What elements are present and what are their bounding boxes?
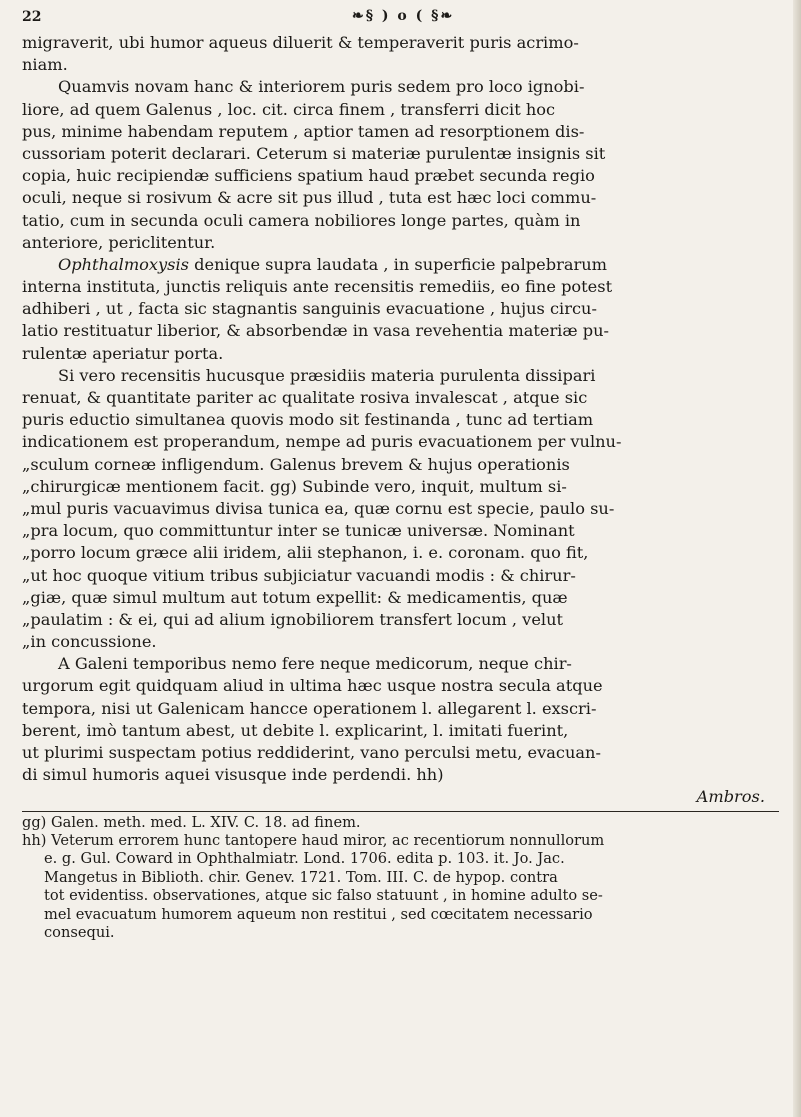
- header-ornament: ❧§ ) o ( §❧: [352, 8, 455, 24]
- text-line: adhiberi , ut , facta sic stagnantis sanguinis evacuatione , hujus circu-: [22, 299, 597, 319]
- text-line: berent, imò tantum abest, ut debite l. explicarint, l. imitati fuerint,: [22, 720, 569, 740]
- italic-term: Ophthalmoxysis: [58, 254, 189, 274]
- text-line: copia, huic recipiendæ sufficiens spatium haud præbet secunda regio: [22, 166, 595, 186]
- text-line: „giæ, quæ simul multum aut totum expellit: & medicamentis, quæ: [22, 587, 568, 607]
- text-line: A Galeni temporibus nemo fere neque medicorum, neque chir-: [58, 654, 572, 674]
- text-line: Quamvis novam hanc & interiorem puris sedem pro loco ignobi-: [58, 77, 585, 97]
- text-line: „mul puris vacuavimus divisa tunica ea, quæ cornu est specie, paulo su-: [22, 498, 615, 518]
- text-line: „sculum corneæ infligendum. Galenus brevem & hujus operationis: [22, 454, 570, 474]
- footnote-rule: [22, 811, 779, 812]
- text-line: „ut hoc quoque vitium tribus subjiciatur vacuandi modis : & chirur-: [22, 565, 576, 585]
- text-line: tatio, cum in secunda oculi camera nobiliores longe partes, quàm in: [22, 210, 581, 230]
- footnote-line: e. g. Gul. Coward in Ophthalmiatr. Lond. 1706. edita p. 103. it. Jo. Jac.: [44, 850, 565, 868]
- text-line: liore, ad quem Galenus , loc. cit. circa finem , transferri dicit hoc: [22, 99, 556, 119]
- text-line: pus, minime habendam reputem , aptior tamen ad resorptionem dis-: [22, 121, 585, 141]
- text-line: cussoriam poterit declarari. Ceterum si materiæ purulentæ insignis sit: [22, 143, 606, 163]
- signature: Ambros.: [696, 787, 765, 807]
- running-header: [22, 6, 779, 32]
- text-line: migraverit, ubi humor aqueus diluerit & temperaverit puris acrimo-: [22, 33, 579, 52]
- text-line: interna instituta, junctis reliquis ante recensitis remediis, eo fine potest: [22, 277, 613, 297]
- text-line: renuat, & quantitate pariter ac qualitate rosiva invalescat , atque sic: [22, 388, 588, 407]
- text-line: niam.: [22, 55, 68, 75]
- text-line: rulentæ aperiatur porta.: [22, 343, 224, 363]
- text-line: „in concussione.: [22, 632, 157, 652]
- text-line: ut plurimi suspectam potius reddiderint, vano perculsi metu, evacuan-: [22, 743, 601, 762]
- text-line: puris eductio simultanea quovis modo sit festinanda , tunc ad tertiam: [22, 410, 594, 430]
- text-line: Ophthalmoxysis denique supra laudata , in superficie palpebrarum: [58, 254, 607, 274]
- footnote-line: tot evidentiss. observationes, atque sic falso statuunt , in homine adulto se-: [44, 887, 603, 905]
- page-edge: [793, 0, 801, 1117]
- footnote-line: Mangetus in Biblioth. chir. Genev. 1721. Tom. III. C. de hypop. contra: [44, 868, 558, 886]
- footnote-line: consequi.: [44, 923, 115, 941]
- text-line: latio restituatur liberior, & absorbendæ in vasa revehentia materiæ pu-: [22, 321, 609, 341]
- footnote-line: gg) Galen. meth. med. L. XIV. C. 18. ad finem.: [22, 813, 361, 831]
- footnote-line: hh) Veterum errorem hunc tantopere haud miror, ac recentiorum nonnullorum: [22, 831, 605, 849]
- text-line: indicationem est properandum, nempe ad puris evacuationem per vulnu-: [22, 432, 622, 452]
- text-line: „pra locum, quo committuntur inter se tunicæ universæ. Nominant: [22, 521, 575, 541]
- footnotes: [22, 814, 779, 943]
- text-line: di simul humoris aquei visusque inde perdendi. hh): [22, 765, 444, 785]
- text-line: „chirurgicæ mentionem facit. gg) Subinde vero, inquit, multum si-: [22, 476, 567, 496]
- text-line: Si vero recensitis hucusque præsidiis materia purulenta dissipari: [58, 365, 596, 385]
- text-line: tempora, nisi ut Galenicam hancce operationem l. allegarent l. exscri-: [22, 698, 597, 718]
- text-line: urgorum egit quidquam aliud in ultima hæc usque nostra secula atque: [22, 676, 603, 696]
- main-text: [22, 32, 779, 786]
- text-line: „porro locum græce alii iridem, alii stephanon, i. e. coronam. quo fit,: [22, 543, 589, 563]
- footnote-line: mel evacuatum humorem aqueum non restitui , sed cœcitatem necessario: [44, 905, 593, 923]
- page-number: 22: [22, 9, 42, 25]
- text-line: anteriore, periclitentur.: [22, 232, 216, 252]
- text-line: oculi, neque si rosivum & acre sit pus illud , tuta est hæc loci commu-: [22, 188, 597, 208]
- text-line: „paulatim : & ei, qui ad alium ignobiliorem transfert locum , velut: [22, 609, 564, 629]
